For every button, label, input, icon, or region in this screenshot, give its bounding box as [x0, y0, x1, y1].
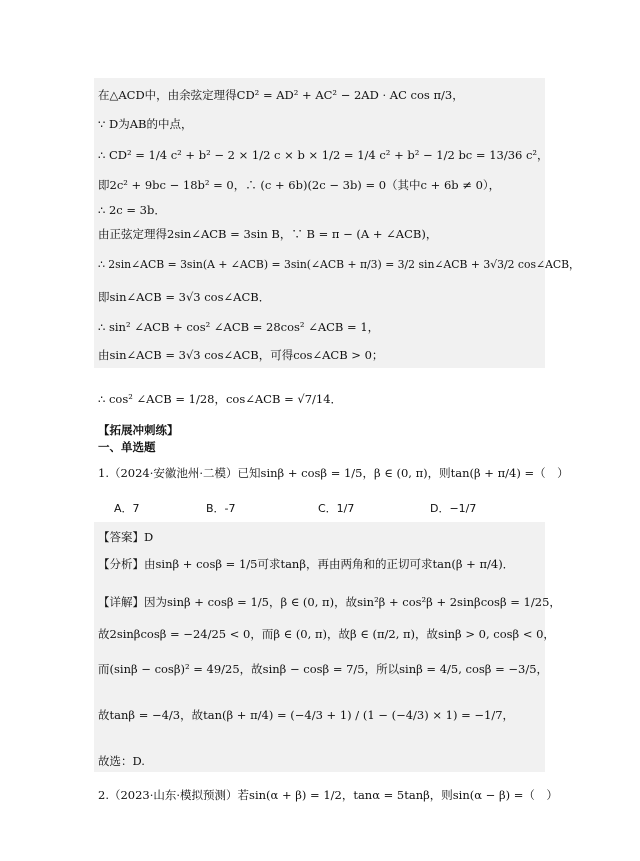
text-line: ∴ 2sin∠ACB = 3sin(A + ∠ACB) = 3sin(∠ACB + π/3) = 3/2 sin∠ACB + 3√3/2 cos∠ACB，	[98, 258, 580, 271]
text-line: ∴ cos² ∠ACB = 1/28，cos∠ACB = √7/14．	[98, 392, 343, 406]
detail-line: 而(sinβ − cosβ)² = 49/25，故sinβ − cosβ = 7/5，所以sinβ = 4/5, cosβ = −3/5，	[98, 662, 549, 676]
option-b: B．-7	[206, 502, 236, 515]
option-d: D．−1/7	[430, 502, 477, 515]
text-line: 由正弦定理得2sin∠ACB = 3sin B，∵ B = π − (A + ∠ACB)，	[98, 227, 438, 241]
text-line: 由sin∠ACB = 3√3 cos∠ACB，可得cos∠ACB > 0；	[98, 348, 384, 362]
option-c: C．1/7	[318, 502, 355, 515]
question-2-stem: 2.（2023·山东·模拟预测）若sin(α + β) = 1/2，tanα = 5tanβ，则sin(α − β) =（ ）	[98, 788, 558, 802]
section-title: 【拓展冲刺练】	[98, 423, 179, 437]
option-a: A．7	[114, 502, 140, 515]
text-line: ∴ CD² = 1/4 c² + b² − 2 × 1/2 c × b × 1/2 = 1/4 c² + b² − 1/2 bc = 13/36 c²，	[98, 148, 549, 162]
subsection-title: 一、单选题	[98, 440, 156, 454]
text-line: ∴ sin² ∠ACB + cos² ∠ACB = 28cos² ∠ACB = 1，	[98, 320, 380, 334]
text-line: ∵ D为AB的中点，	[98, 117, 193, 131]
detail-line: 故2sinβcosβ = −24/25 < 0，而β ∈ (0, π)，故β ∈ (π/2, π)，故sinβ > 0, cosβ < 0，	[98, 627, 555, 641]
detail-line: 故选：D.	[98, 754, 145, 768]
detail-line: 【详解】因为sinβ + cosβ = 1/5，β ∈ (0, π)，故sin²β + cos²β + 2sinβcosβ = 1/25，	[98, 595, 561, 609]
text-line: 即sin∠ACB = 3√3 cos∠ACB．	[98, 290, 271, 304]
text-line: ∴ 2c = 3b．	[98, 203, 166, 217]
detail-line: 故tanβ = −4/3，故tan(β + π/4) = (−4/3 + 1) / (1 − (−4/3) × 1) = −1/7，	[98, 708, 515, 722]
text-line: 即2c² + 9bc − 18b² = 0，∴ (c + 6b)(2c − 3b) = 0（其中c + 6b ≠ 0），	[98, 178, 501, 192]
text-line: 在△ACD中，由余弦定理得CD² = AD² + AC² − 2AD · AC cos π/3，	[98, 88, 464, 102]
question-1-stem: 1.（2024·安徽池州·二模）已知sinβ + cosβ = 1/5，β ∈ (0, π)，则tan(β + π/4) =（ ）	[98, 466, 569, 480]
analysis-line: 【分析】由sinβ + cosβ = 1/5可求tanβ，再由两角和的正切可求tan(β + π/4)．	[98, 557, 515, 571]
answer-line: 【答案】D	[98, 530, 154, 544]
